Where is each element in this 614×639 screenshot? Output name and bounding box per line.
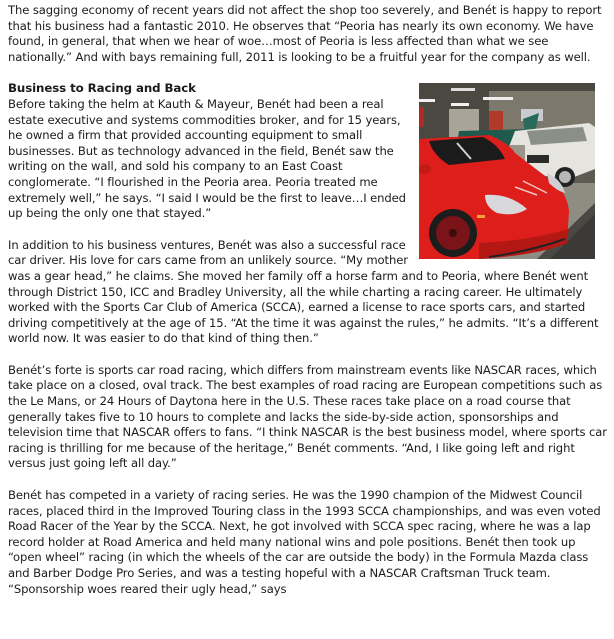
- paragraph-economy: The sagging economy of recent years did not affect the shop too severely, and Benét is happy to report that his business had a fantastic 2010. He observes that “Peoria has nearly its own economy. We have found, in general, that when we hear of woe…most of Peoria is less affected than what we see nationally.” And with bays remaining full, 2011 is looking to be a fruitful year for the company as well.: [8, 3, 602, 64]
- paragraph-racing-career: Benét has competed in a variety of racing series. He was the 1990 champion of the Midwest Council races, placed third in the Improved Touring class in the 1993 SCCA championships, and was even voted Road Racer of the Year by the SCCA. Next, he got involved with SCCA spec racing, where he was a lap record holder at Road America and held many national wins and pole positions. Benét then took up “open wheel” racing (in which the wheels of the car are outside the body) in the Formula Mazda class and Barber Dodge Pro Series, and was a testing hopeful with a NASCAR Craftsman Truck team. “Sponsorship woes reared their ugly head,” says: [8, 488, 601, 596]
- section-heading: Business to Racing and Back: [8, 81, 196, 96]
- paragraph-road-racing: Benét’s forte is sports car road racing, which differs from mainstream events like NASCAR races, which take place on a closed, oval track. The best examples of road racing are European competitions such as the Le Mans, or 24 Hours of Daytona here in the U.S. These races take place on a road course that generally takes five to 10 hours to complete and lacks the side-by-side action, sponsorships and television time that NASCAR offers to fans. “I think NASCAR is the best business model, where sports car racing is thrilling for me because of the heritage,” Benét comments. “And, I like going left and right versus just going left all day.”: [8, 362, 607, 471]
- article-body: [8, 3, 610, 613]
- paragraph-text: Before taking the helm at Kauth & Mayeur, Benét had been a real estate executive and systems commodities broker, and for 15 years, he owned a firm that provided accounting equipment to small businesses. But as technology advanced in the field, Benét saw the writing on the wall, and sold his company to an East Coast conglomerate. “I flourished in the Peoria area. Peoria treated me extremely well,” he says. “I said I would be the first to leave…I ended up being the only one that stayed.”: [8, 96, 406, 221]
- paragraph-racing-origins: In addition to his business ventures, Benét was also a successful race car driver. His love for cars came from an unlikely source. “My mother was a gear head,” he claims. She moved her family off a horse farm and to Peoria, where Benét went through District 150, ICC and Bradley University, all the while charting a racing career. He ultimately worked with the Sports Car Club of America (SCCA), earned a license to race sports cars, and started driving competitively at the age of 15. “At the time it was against the rules,” he admits. “It’s a different world now. It was easier to do that kind of thing then.”: [8, 237, 599, 346]
- car-garage-photo: [419, 83, 595, 259]
- car-photo-image: [419, 83, 595, 259]
